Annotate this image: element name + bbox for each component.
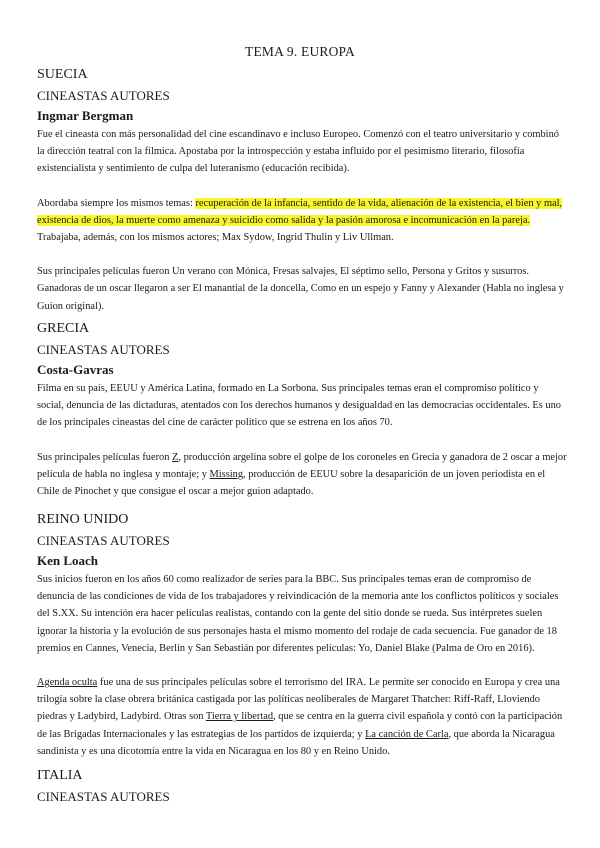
text-run: , producción argelina sobre el golpe de los coroneles en Grecia y ganadora de 2 oscar a mejor película de habla no inglesa y montaje; y [37,451,567,480]
paragraph [37,674,567,760]
text-run: , que aborda la Nicaragua sandinista y es una dicotomía entre la vida en Nicaragua en los 80 y en Reino Unido. [37,728,555,757]
page-title: TEMA 9. EUROPA [245,44,355,59]
category-heading: CINEASTAS AUTORES [37,342,170,357]
author-heading: Costa-Gavras [37,362,114,377]
paragraph: Filma en su país, EEUU y América Latina, formado en La Sorbona. Sus principales temas eran el compromiso político y social, denuncia de las dictaduras, atentados con los derechos humanos y desigualdad en las democracias occidentales. Es uno de los principales cineastas del cine de carácter político que se estrena en los años 70. [37,383,561,429]
film-title: Tierra y libertad [205,711,274,723]
section-reino-unido [37,511,567,760]
country-heading: SUECIA [37,67,88,82]
film-title: La canción de Carla [365,728,449,740]
paragraph [37,195,567,247]
film-title: Missing [209,468,244,480]
country-heading: GRECIA [37,321,90,336]
text-run: , producción de EEUU sobre la desaparición de un joven periodista en el Chile de Pinochet y que consigue el oscar a mejor guion adaptado. [37,468,546,498]
paragraph: Fue el cineasta con más personalidad del cine escandinavo e incluso Europeo. Comenzó con el teatro universitario y combinó la dirección teatral con la fílmica. Apostaba por la introspección y estaba influido por el pesimismo literario, filosofía existencialista y sentimiento de culpa del luteranismo (educación recibida). [37,129,559,175]
text-run: Abordaba siempre los mismos temas: [37,197,196,209]
category-heading: CINEASTAS AUTORES [37,789,170,804]
text-run: fue una de sus principales películas sobre el terrorismo del IRA. Le permite ser conocido en Europa y crea una trilogía sobre la clase obrera británica castigada por las políticas neoliberales de Margaret Thatcher: Riff-Raff, Lloviendo piedras y Ladybird, Ladybird. Otras son [37,677,560,723]
country-heading: ITALIA [37,768,83,783]
paragraph [37,449,567,501]
film-title: Agenda oculta [37,677,98,689]
text-run: Sus principales películas fueron [37,451,173,463]
country-heading: REINO UNIDO [37,512,129,527]
category-heading: CINEASTAS AUTORES [37,533,170,548]
text-run: Trabajaba, además, con los mismos actores; Max Sydow, Ingrid Thulin y Liv Ullman. [37,232,394,244]
paragraph: Sus principales películas fueron Un verano con Mónica, Fresas salvajes, El séptimo sello, Persona y Gritos y susurros. Ganadoras de un oscar llegaron a ser El manantial de la doncella, Como en un espejo y Fanny y Alexander (Habla no inglesa y Guion original). [37,266,564,312]
section-italia [37,767,567,806]
section-grecia [37,320,567,500]
film-title: Z [172,451,179,463]
author-heading: Ken Loach [37,553,99,568]
text-run: , que se centra en la guerra civil española y contó con la participación de las Brigadas Internacionales y las estrategias de los partidos de izquierda; y [37,711,563,740]
section-suecia [37,66,567,315]
highlighted-text: recuperación de la infancia, sentido de la vida, alienación de la existencia, el bien y mal, existencia de dios, la muerte como amenaza y suicidio como salida y la pasión amorosa e incomunicación en la pareja. [37,197,563,226]
paragraph: Sus inicios fueron en los años 60 como realizador de series para la BBC. Sus principales temas eran de compromiso de denuncia de las condiciones de vida de los trabajadores y reivindicación de la memoria ante los conflictos políticos y sociales del S.XX. Su intención era hacer películas realistas, contando con la gente del sitio donde se rueda. Sus intérpretes suelen ignorar la historia y la evolución de sus personajes hasta el mismo momento del rodaje de cada secuencia. Fue ganador de 18 premios en Cannes, Venecia, Berlín y San Sebastián por diferentes películas: Yo, Daniel Blake (Palma de Oro en 2016). [37,574,559,654]
category-heading: CINEASTAS AUTORES [37,88,170,103]
author-heading: Ingmar Bergman [37,108,134,123]
